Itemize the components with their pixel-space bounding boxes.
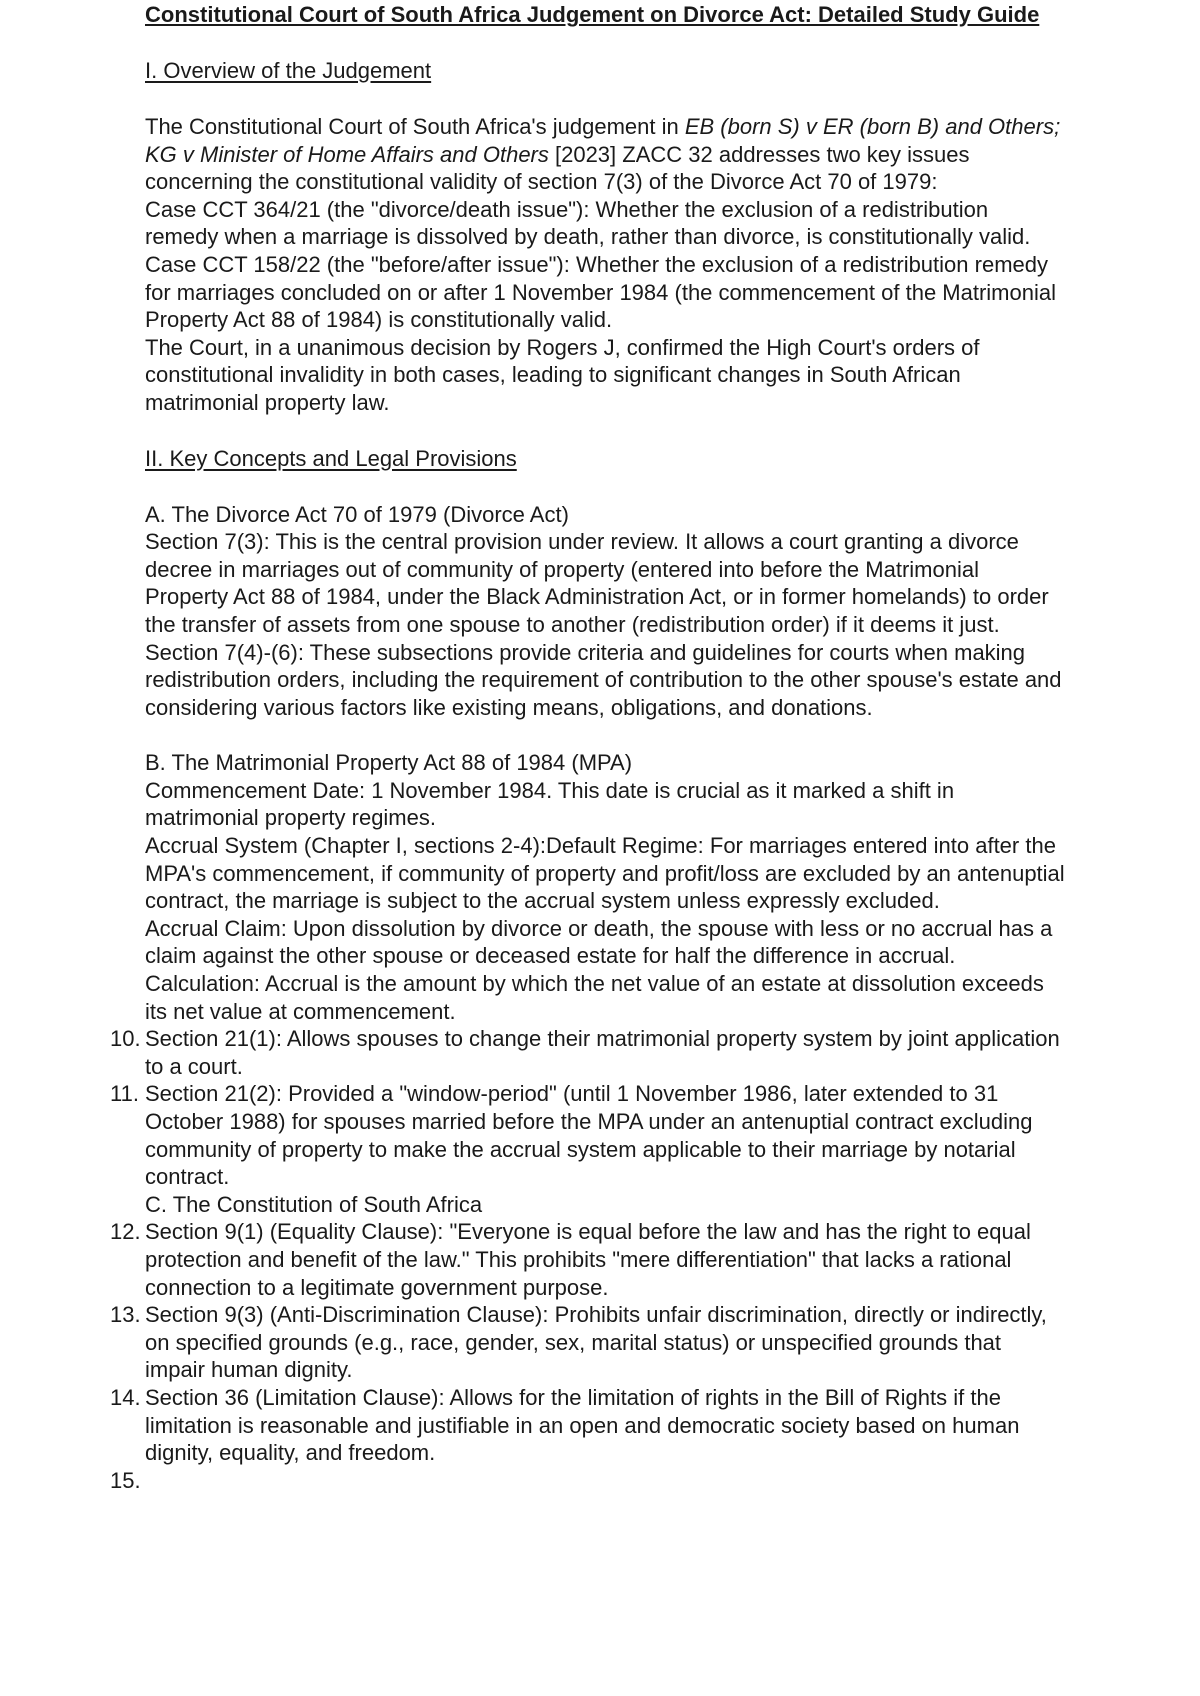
intro-text-post: [2023] ZACC 32 addresses two key issues concerning the constitutional validity of section 7(3) of the Divorce Act 70 of 1979: [145,141,970,195]
section-7-3: Section 7(3): This is the central provision under review. It allows a court granting a divorce decree in marriages out of community of property (entered into before the Matrimonial Property Act 88 of 1984, under the Black Administration Act, or in former homelands) to order the transfer of assets from one spouse to another (redistribution order) if it deems it just. [145,529,1049,637]
list-number: 14. [110,1384,141,1410]
list-item-text: Section 9(3) (Anti-Discrimination Clause): Prohibits unfair discrimination, directly or indirectly, on specified grounds (e.g., race, gender, sex, marital status) or unspecified grounds that impair human dignity. [145,1302,1047,1383]
list-item [110,1218,1065,1301]
list-item [110,1080,1065,1190]
list-item [110,1384,1065,1467]
subheading-mpa: B. The Matrimonial Property Act 88 of 1984 (MPA) [145,750,633,776]
mpa-accrual-system: Accrual System (Chapter I, sections 2-4):Default Regime: For marriages entered into after the MPA's commencement, if community of property and profit/loss are excluded by an antenuptial contract, the marriage is subject to the accrual system unless expressly excluded. [145,833,1065,914]
section-7-4-6: Section 7(4)-(6): These subsections provide criteria and guidelines for courts when making redistribution orders, including the requirement of contribution to the other spouse's estate and considering various factors like existing means, obligations, and donations. [145,639,1062,720]
list-number: 10. [110,1026,141,1052]
list-item-text: Section 21(2): Provided a "window-period" (until 1 November 1986, later extended to 31 October 1988) for spouses married before the MPA under an antenuptial contract excluding community of property to make the accrual system applicable to their marriage by notarial contract. [145,1081,1033,1190]
subheading-divorce-act: A. The Divorce Act 70 of 1979 (Divorce Act) [145,501,569,527]
list-number: 11. [110,1081,139,1107]
case-cct-364-21: Case CCT 364/21 (the "divorce/death issue"): Whether the exclusion of a redistribution remedy when a marriage is dissolved by death, rather than divorce, is constitutionally valid. [145,196,1031,250]
section-heading-key-concepts: II. Key Concepts and Legal Provisions [145,445,517,471]
mpa-commencement: Commencement Date: 1 November 1984. This date is crucial as it marked a shift in matrimonial property regimes. [145,777,955,831]
case-name: EB (born S) v ER (born B) and Others; KG v Minister of Home Affairs and Others [145,114,1061,167]
list-number: 15. [110,1467,141,1493]
section-heading-overview: I. Overview of the Judgement [145,58,432,83]
mpa-calculation: Calculation: Accrual is the amount by which the net value of an estate at dissolution exceeds its net value at commencement. [145,971,1044,1024]
overview-intro [145,113,1065,196]
case-cct-158-22: Case CCT 158/22 (the "before/after issue"): Whether the exclusion of a redistribution remedy for marriages concluded on or after 1 November 1984 (the commencement of the Matrimonial Property Act 88 of 1984) is constitutionally valid. [145,251,1056,333]
list-item-text: Section 36 (Limitation Clause): Allows for the limitation of rights in the Bill of Rights if the limitation is reasonable and justifiable in an open and democratic society based on human dignity, equality, and freedom. [145,1384,1020,1466]
list-item [110,1467,1065,1495]
list-number: 12. [110,1219,141,1245]
court-outcome: The Court, in a unanimous decision by Rogers J, confirmed the High Court's orders of constitutional invalidity in both cases, leading to significant changes in South African matrimonial property law. [145,334,980,415]
list-number: 13. [110,1302,141,1328]
document-title: Constitutional Court of South Africa Judgement on Divorce Act: Detailed Study Guide [145,2,1040,27]
list-item [110,1301,1065,1384]
list-item-text: Section 21(1): Allows spouses to change their matrimonial property system by joint application to a court. [145,1026,1060,1079]
mpa-accrual-claim: Accrual Claim: Upon dissolution by divorce or death, the spouse with less or no accrual has a claim against the other spouse or deceased estate for half the difference in accrual. [145,915,1053,969]
document-page [110,0,1065,1494]
list-item [110,1025,1065,1080]
intro-text-pre: The Constitutional Court of South Africa's judgement in [145,114,685,139]
subheading-constitution: C. The Constitution of South Africa [145,1191,483,1217]
list-item-text [145,1468,151,1493]
list-item-text: Section 9(1) (Equality Clause): "Everyone is equal before the law and has the right to equal protection and benefit of the law." This prohibits "mere differentiation" that lacks a rational connection to a legitimate government purpose. [145,1219,1031,1300]
